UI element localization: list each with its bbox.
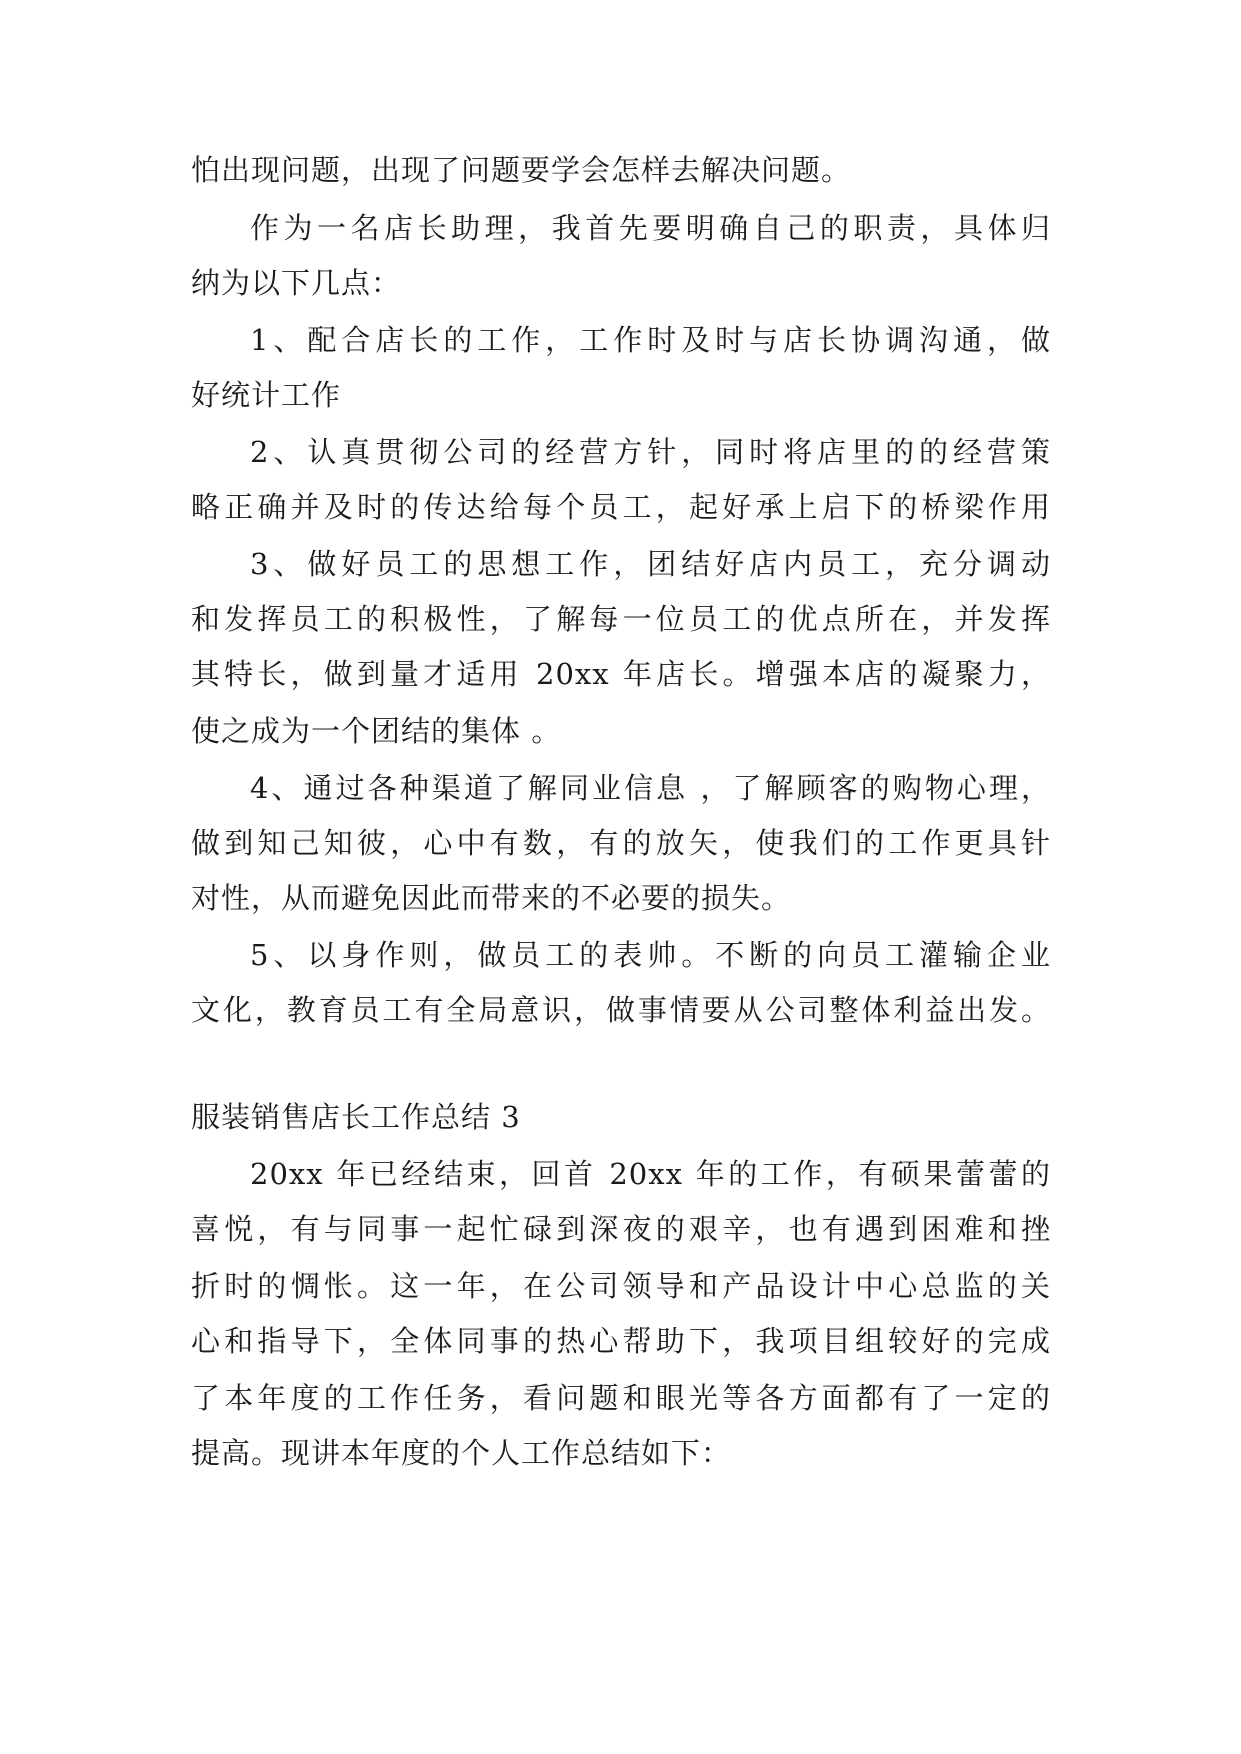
list-item-1-line: 好统计工作 (191, 378, 342, 412)
list-item-2-line: 2、认真贯彻公司的经营方针，同时将店里的的经营策 (250, 435, 1051, 469)
paragraph-line: 折时的惆怅。这一年，在公司领导和产品设计中心总监的关 (191, 1269, 1051, 1303)
list-item-2-line: 略正确并及时的传达给每个员工，起好承上启下的桥梁作用 (191, 490, 1051, 524)
paragraph-line: 喜悦，有与同事一起忙碌到深夜的艰辛，也有遇到困难和挫 (191, 1212, 1051, 1246)
section-heading: 服装销售店长工作总结 3 (191, 1100, 521, 1134)
list-item-4-line: 对性，从而避免因此而带来的不必要的损失。 (191, 881, 792, 915)
paragraph-line: 怕出现问题，出现了问题要学会怎样去解决问题。 (191, 153, 852, 187)
list-item-3-line: 其特长，做到量才适用 20xx 年店长。增强本店的凝聚力， (191, 657, 1051, 691)
list-item-4-line: 做到知己知彼，心中有数，有的放矢，使我们的工作更具针 (191, 826, 1051, 860)
paragraph-line: 纳为以下几点： (191, 266, 402, 300)
paragraph-line: 20xx 年已经结束，回首 20xx 年的工作，有硕果蕾蕾的 (250, 1157, 1051, 1191)
list-item-4-line: 4、通过各种渠道了解同业信息 ，了解顾客的购物心理， (250, 771, 1051, 805)
list-item-3-line: 使之成为一个团结的集体 。 (191, 714, 562, 748)
paragraph-line: 了本年度的工作任务，看问题和眼光等各方面都有了一定的 (191, 1381, 1051, 1415)
paragraph-line: 作为一名店长助理，我首先要明确自己的职责，具体归 (250, 211, 1051, 245)
paragraph-line: 提高。现讲本年度的个人工作总结如下： (191, 1436, 732, 1470)
list-item-5-line: 文化，教育员工有全局意识，做事情要从公司整体利益出发。 (191, 993, 1051, 1027)
paragraph-line: 心和指导下，全体同事的热心帮助下，我项目组较好的完成 (191, 1324, 1051, 1358)
list-item-3-line: 和发挥员工的积极性，了解每一位员工的优点所在，并发挥 (191, 602, 1051, 636)
list-item-3-line: 3、做好员工的思想工作，团结好店内员工，充分调动 (250, 547, 1051, 581)
list-item-1-line: 1、配合店长的工作，工作时及时与店长协调沟通，做 (250, 323, 1051, 357)
list-item-5-line: 5、以身作则，做员工的表帅。不断的向员工灌输企业 (250, 938, 1051, 972)
